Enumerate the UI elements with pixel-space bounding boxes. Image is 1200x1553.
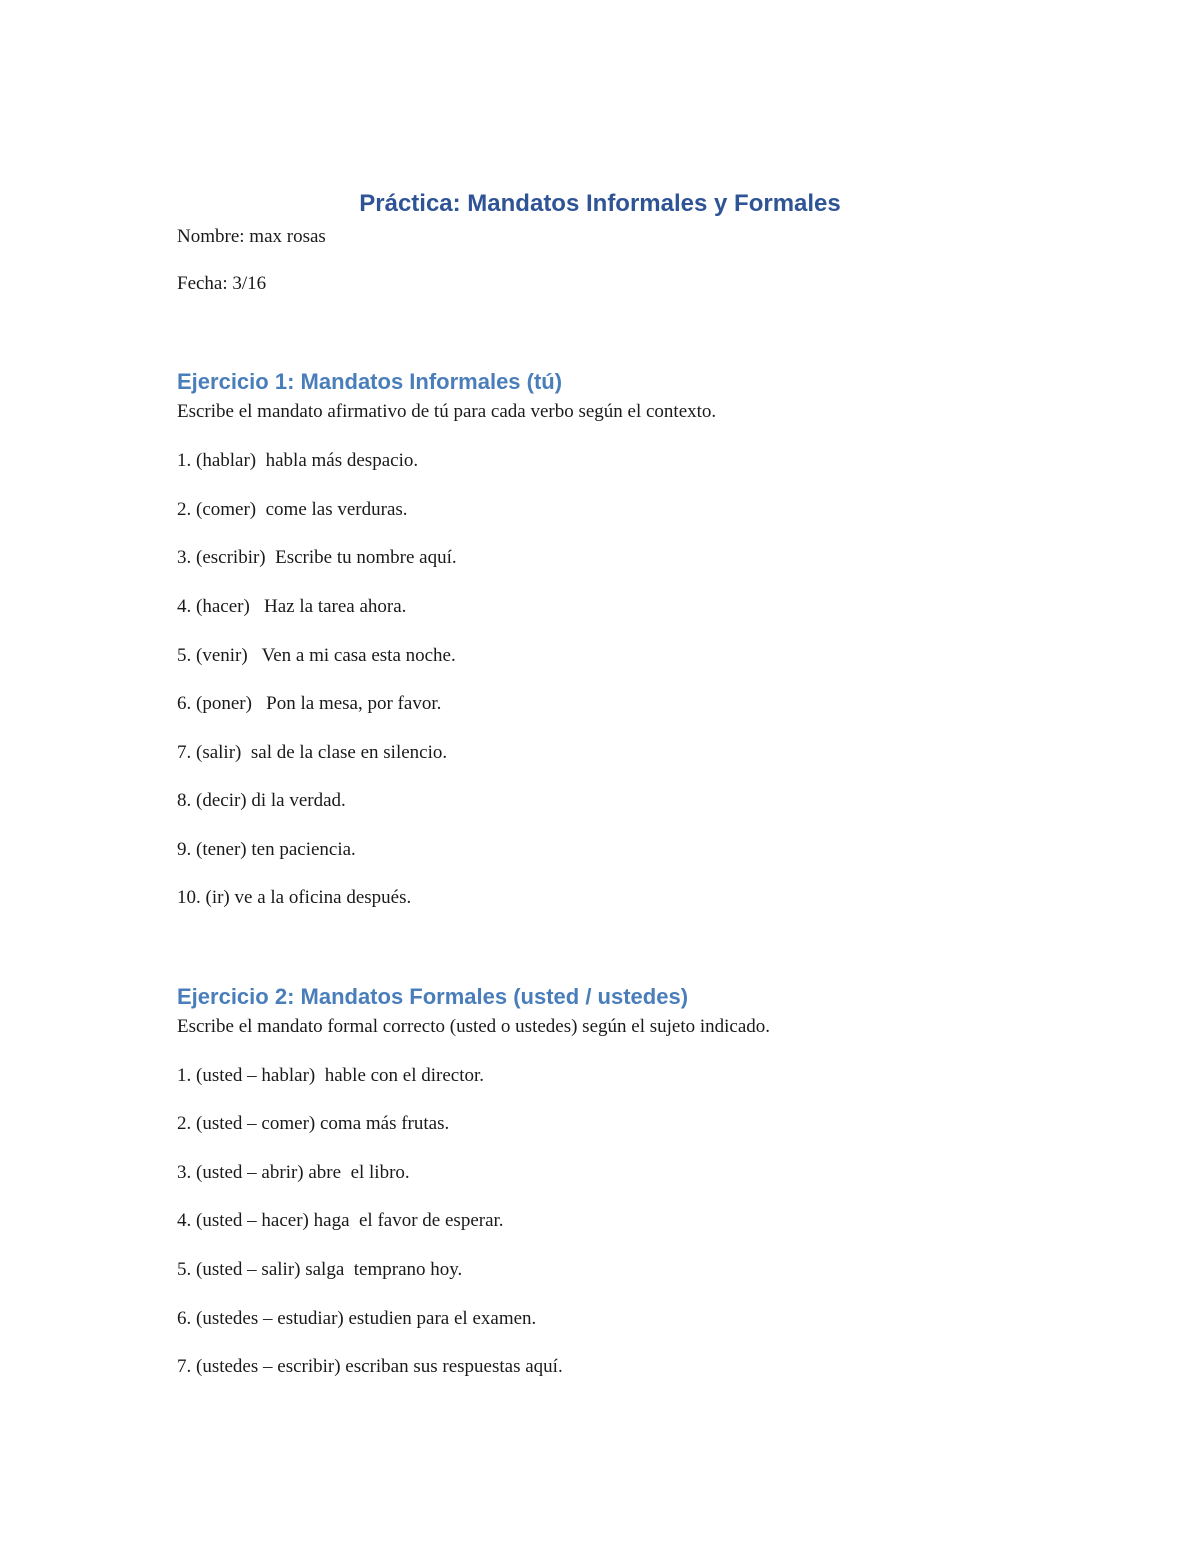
exercise1-item: 7. (salir) sal de la clase en silencio.: [177, 742, 448, 763]
exercise1-item: 1. (hablar) habla más despacio.: [177, 450, 419, 471]
exercise1-item: 8. (decir) di la verdad.: [177, 790, 346, 811]
exercise2-item: 5. (usted – salir) salga temprano hoy.: [177, 1259, 463, 1280]
exercise1-item: 3. (escribir) Escribe tu nombre aquí.: [177, 547, 457, 568]
exercise2-item: 2. (usted – comer) coma más frutas.: [177, 1113, 450, 1134]
date-line: Fecha: 3/16: [177, 273, 267, 294]
exercise2-item: 6. (ustedes – estudiar) estudien para el examen.: [177, 1308, 537, 1329]
name-line: Nombre: max rosas: [177, 226, 326, 247]
exercise2-item: 1. (usted – hablar) hable con el director.: [177, 1065, 485, 1086]
exercise2-item: 3. (usted – abrir) abre el libro.: [177, 1162, 410, 1183]
exercise1-item: 10. (ir) ve a la oficina después.: [177, 887, 412, 908]
exercise2-item: 7. (ustedes – escribir) escriban sus respuestas aquí.: [177, 1356, 563, 1377]
exercise2-heading: Ejercicio 2: Mandatos Formales (usted / ustedes): [177, 984, 689, 1009]
exercise2-instructions: Escribe el mandato formal correcto (usted o ustedes) según el sujeto indicado.: [177, 1016, 771, 1037]
document-title: Práctica: Mandatos Informales y Formales: [359, 190, 841, 217]
exercise1-item: 5. (venir) Ven a mi casa esta noche.: [177, 645, 456, 666]
exercise1-item: 9. (tener) ten paciencia.: [177, 839, 356, 860]
exercise1-heading: Ejercicio 1: Mandatos Informales (tú): [177, 369, 563, 394]
exercise1-instructions: Escribe el mandato afirmativo de tú para cada verbo según el contexto.: [177, 401, 717, 422]
exercise2-item: 4. (usted – hacer) haga el favor de esperar.: [177, 1210, 504, 1231]
exercise1-item: 6. (poner) Pon la mesa, por favor.: [177, 693, 442, 714]
exercise1-item: 2. (comer) come las verduras.: [177, 499, 408, 520]
exercise1-item: 4. (hacer) Haz la tarea ahora.: [177, 596, 407, 617]
